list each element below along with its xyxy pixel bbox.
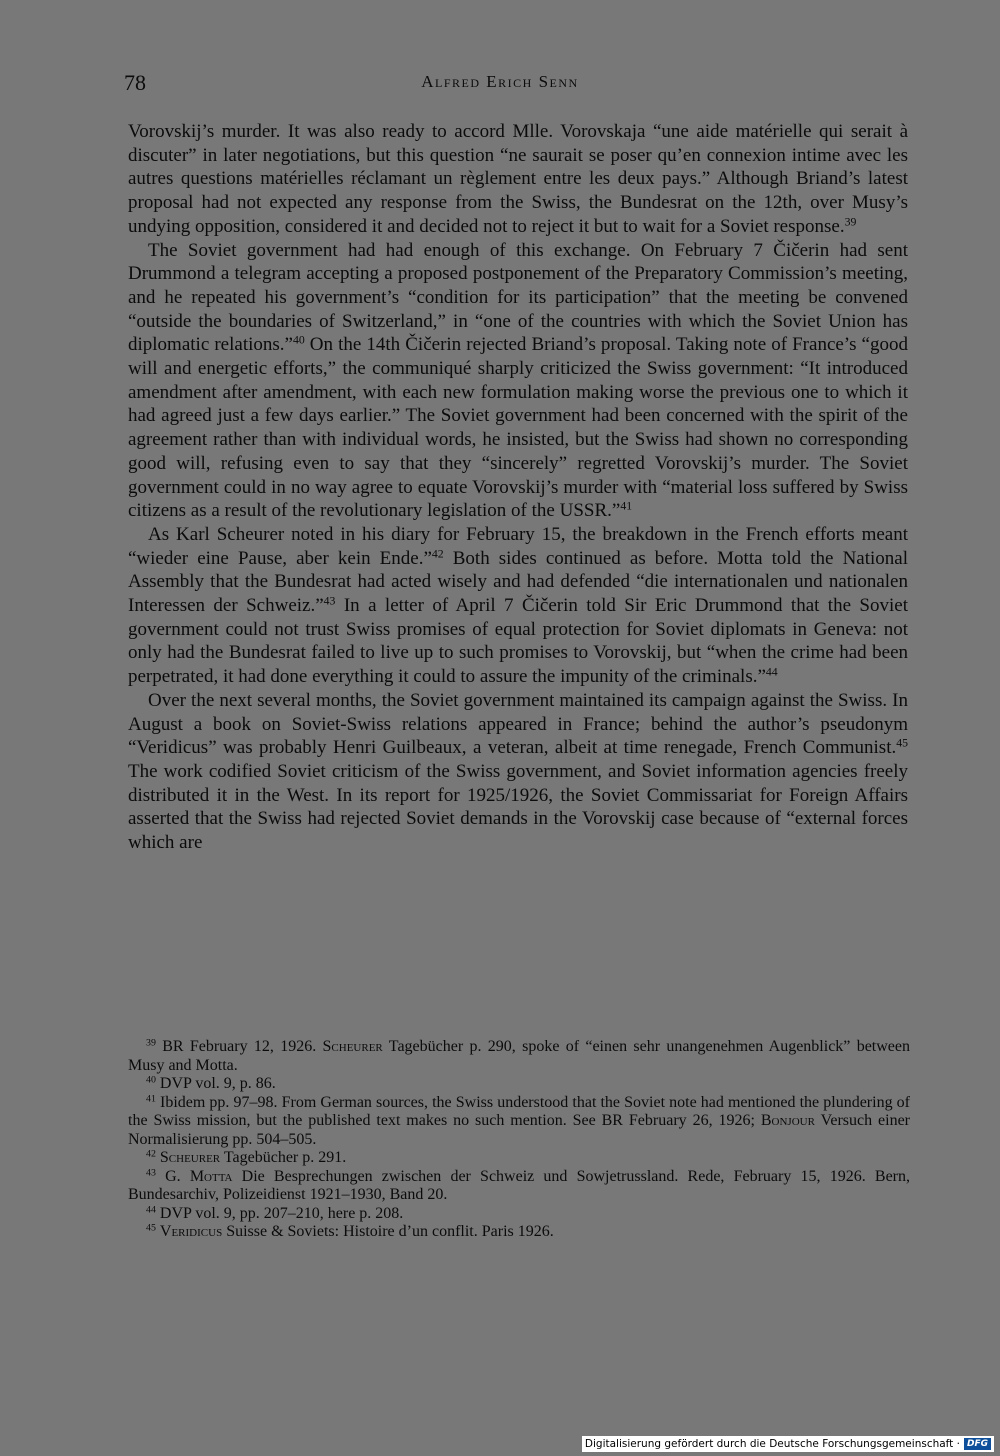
paragraph-text: The Soviet government had had enough of this exchange. On February 7 Čičerin had sent Drummond a telegram accepting a proposed postponement of the Preparatory Commission’s meeting, and he repeated his government’s “condition for its participation” that the meeting be convened “outside the boundaries of Switzerland,” in “one of the countries with which the Soviet Union has diplomatic relations.”	[128, 239, 908, 356]
running-head: Alfred Erich Senn	[421, 72, 579, 91]
paragraph-text: As Karl Scheurer noted in his diary for February 15, the breakdown in the French efforts meant “wieder eine Pause, aber kein Ende.”	[128, 523, 908, 569]
paragraph-text: Vorovskij’s murder. It was also ready to accord Mlle. Vorovskaja “une aide matérielle qui serait à discuter” in later negotiations, but this question “ne saurait se poser qu’en connexion intime avec les autres questions matérielles réclamant un règlement entre les deux pays.” Although Briand’s latest proposal had not expected any response from the Swiss, the Bundesrat on the 12th, over Musy’s undying opposition, considered it and decided not to reject it but to wait for a Soviet response.	[128, 121, 908, 237]
paragraph-text: On the 14th Čičerin rejected Briand’s proposal. Taking note of France’s “good will and energetic efforts,” the communiqué sharply criticized the Swiss government: “It introduced amendment after amendment, with each new formulation making worse the previous one to which it had agreed just a few days earlier.” The Soviet government had been concerned with the spirit of the agreement rather than with individual words, he insisted, but the Swiss had shown no corresponding good will, refusing even to say that they “sincerely” regretted Vorovskij’s murder. The Soviet government could in no way agree to equate Vorovskij’s murder with “material loss suffered by Swiss citizens as a result of the revolutionary legislation of the USSR.”	[128, 334, 908, 522]
footnote	[128, 1094, 910, 1150]
credit-text: Digitalisierung gefördert durch die Deutsche Forschungsgemeinschaft ·	[584, 1438, 960, 1450]
footnote-number: 43	[146, 1167, 156, 1179]
author-name: Motta	[189, 1167, 233, 1185]
author-name: Bonjour	[760, 1112, 815, 1129]
page-number: 78	[124, 70, 146, 95]
dfg-logo-icon[interactable]: DFG	[964, 1438, 991, 1450]
paragraph	[128, 523, 908, 689]
footnote-text: G.	[155, 1167, 190, 1185]
digitization-credit	[582, 1436, 994, 1452]
footnote	[128, 1168, 910, 1205]
footnote	[128, 1149, 910, 1168]
author-name: Veridicus	[159, 1223, 223, 1240]
footnote-text: Suisse & Soviets: Histoire d’un conflit. Paris 1926.	[222, 1223, 554, 1240]
paragraph-text: In a letter of April 7 Čičerin told Sir Eric Drummond that the Soviet government could not trust Swiss promises of equal protection for Soviet diplomats in Geneva: not only had the Bundesrat failed to live up to such promises to Vorovskij, but “when the crime had been perpetrated, it had done everything it could to assure the impunity of the criminals.”	[128, 595, 908, 688]
footnote-ref[interactable]: 40	[292, 333, 305, 347]
footnotes	[128, 1038, 910, 1242]
footnote-text: Ibidem pp. 97–98. From German sources, the Swiss understood that the Soviet note had mentioned the plundering of the Swiss mission, but the published text makes no such mention. See BR February 26, 1926;	[128, 1093, 910, 1129]
footnote-number: 44	[146, 1204, 156, 1216]
author-name: Scheurer	[159, 1149, 221, 1166]
footnote-ref[interactable]: 43	[323, 594, 336, 608]
author-name: Scheurer	[322, 1038, 383, 1055]
footnote-ref[interactable]: 41	[620, 499, 633, 513]
paragraph-text: Both sides continued as before. Motta told the National Assembly that the Bundesrat had acted wisely and had defended “die internationalen und nationalen Interessen der Schweiz.”	[128, 547, 908, 617]
footnote-text: BR February 12, 1926.	[155, 1038, 323, 1055]
paragraph	[128, 239, 908, 523]
footnote	[128, 1075, 910, 1094]
paragraph-text: The work codified Soviet criticism of the Swiss government, and Soviet information agencies freely distributed it in the West. In its report for 1925/1926, the Soviet Commissariat for Foreign Affairs asserted that the Swiss had rejected Soviet demands in the Vorovskij case because of “external forces which are	[128, 760, 908, 854]
footnote-ref[interactable]: 44	[765, 665, 778, 679]
footnote-ref[interactable]: 45	[896, 736, 908, 750]
footnote-text: Tagebücher p. 290, spoke of “einen sehr unangenehmen Augenblick” between Musy and Motta.	[128, 1038, 911, 1074]
footnote-text: DVP vol. 9, p. 86.	[155, 1075, 276, 1092]
footnote-number: 40	[146, 1074, 156, 1086]
footnote-text: Die Besprechungen zwischen der Schweiz und Sowjetrussland. Rede, February 15, 1926. Bern, Bundesarchiv, Polizeidienst 1921–1930, Band 20.	[128, 1167, 910, 1203]
footnote-number: 39	[146, 1037, 156, 1049]
footnote-number: 42	[146, 1148, 156, 1160]
paragraph-text: Over the next several months, the Soviet government maintained its campaign against the Swiss. In August a book on Soviet-Swiss relations appeared in France; behind the author’s pseudonym “Veridicus” was probably Henri Guilbeaux, a veteran, albeit at time renegade, French Communist.	[128, 689, 908, 759]
footnote	[128, 1205, 910, 1224]
footnote	[128, 1038, 910, 1075]
footnote-text: DVP vol. 9, pp. 207–210, here p. 208.	[155, 1204, 404, 1222]
footnote-ref[interactable]: 39	[844, 215, 857, 229]
footnote-number: 41	[146, 1093, 156, 1105]
body-text	[128, 120, 908, 855]
footnote-text: Tagebücher p. 291.	[220, 1149, 347, 1166]
paragraph	[128, 689, 908, 855]
paragraph	[128, 120, 908, 239]
footnote-text: Versuch einer Normalisierung pp. 504–505.	[128, 1112, 910, 1148]
footnote-number: 45	[146, 1222, 156, 1234]
footnote-ref[interactable]: 42	[431, 547, 444, 561]
footnote	[128, 1223, 910, 1242]
